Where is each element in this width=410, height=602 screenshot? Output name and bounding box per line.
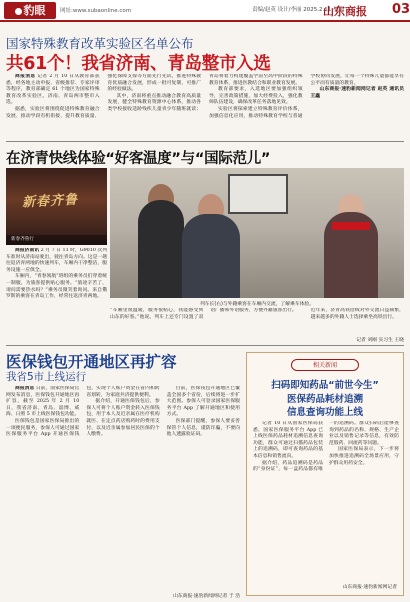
article2-paragraph: 车厢内，“青春领航”班组的乘务员们穿着统一制服，为旅客提供贴心服务。“旅途辛苦了，请问需要热水吗？”乘务员微笑着询问。来自俄罗斯的乘客在青岛工作，经常往返济青两地。 (6, 274, 107, 300)
site-url: 网址:www.subaonline.com (60, 8, 132, 14)
divider (6, 141, 404, 142)
person-figure (182, 214, 240, 298)
article1-body (6, 74, 404, 140)
divider (6, 345, 404, 346)
paper-name: 山东商报 (323, 5, 367, 18)
sidebar-headline-line1: 扫码即知药品“前世今生” (271, 380, 379, 391)
article3-body (6, 386, 240, 594)
article2-signature: 记者 刘刚 实习生 王晓 (356, 338, 404, 343)
page-number: 03 (392, 2, 410, 17)
related-news-box (246, 352, 404, 596)
article2-body-left (6, 248, 107, 332)
uniform-scarf (332, 222, 370, 230)
sidebar-body (253, 421, 399, 581)
article3-paragraph: 医保钱包是国家医保局推出的一项便民服务，参保人可通过国家医保服务平台 App 开通医保钱包，实现个人账户资金在省内和跨省划转，为家庭共济提供便利。 (6, 386, 160, 438)
article1-paragraph: 据悉，实验区将围绕促进特殊教育融合发展、推动学段有机衔接、提升教育质量、强化保障支撑等方面先行先试，推进特殊教育优质融合发展，形成一批可复制、可推广的经验做法。 (6, 74, 201, 119)
article1-byline: 山东商报·速豹新闻网记者 赵英 通讯员 王鑫 (310, 87, 404, 99)
masthead (0, 0, 410, 22)
article1-paragraph: 实验区将探索建立特殊教育评价体系，加强信息化应用，推动特殊教育学校与普通学校协同发展，让每一个特殊儿童都能享有公平而有质量的教育。 (209, 74, 404, 119)
related-news-tag: 相关新闻 (291, 359, 359, 371)
article1-paragraph: 教育部要求，入选地区要加强组织领导，完善政策措施，加大经费投入，强化教师队伍建设，确保改革任务落地见效。 (209, 87, 303, 106)
brand-logo (4, 2, 56, 19)
photo-banner: 新春齐鲁 (21, 192, 79, 211)
article3-paragraph: 商报消息 日前，国家医保局官网发布消息，医保钱包开通地区再扩容，截至 2025 年 2 月 10 日，我省济南、青岛、淄博、威海、日照 5 市上线医保钱包功能。 (6, 386, 80, 418)
sidebar-paragraph: 记者 10 日从国家医保局获悉，国家医保服务平台 App 已上线医保药品耗材追溯信息查询功能，群众可通过扫描药品包装上的追溯码，即可查询药品的基本信息和销售流向。 (253, 421, 323, 459)
article2-paragraph: 近年来，济青高铁沿线对外交流日益频繁，越来越多的外籍人士选择乘坐高铁出行。 (310, 308, 404, 320)
article3-signature: 山东商报·速豹新闻网记者 于 浩 (173, 594, 240, 599)
article3-subhead: 我省5市上线运行 (6, 371, 87, 383)
article3-paragraph: 据介绍，开通医保钱包后，参保人可将个人账户资金转入医保钱包，用于本人及近亲属在医疗机构就医、在定点药店购药时的费用支付，以及近亲属参加居民医保的个人缴费。 (86, 399, 160, 438)
article2-paragraph: 商报济南讯 2 月 7 日 11 时，G9010 次列车准时从济南站驶出，驶往青岛方向。这是一趟往返济青两地的快速列车，车厢内干净整洁，服务设施一应俱全。 (6, 248, 107, 273)
sidebar-headline-line2: 医保药品耗材追溯 (286, 394, 363, 405)
article2-photo-main (110, 168, 404, 298)
sidebar-headline-line3: 信息查询功能上线 (286, 407, 363, 418)
lead-tag: 商报济南讯 (15, 248, 40, 253)
article2-photo-small (6, 168, 107, 245)
article3-paragraph: 医保部门提醒，参保人要妥善保管个人信息，谨防诈骗，不要向他人透露验证码。 (166, 418, 240, 438)
brand-label: 豹眼 (23, 4, 46, 17)
article2-body-right (110, 308, 404, 336)
sidebar-signature: 山东商报·速豹新闻网记者 (342, 585, 397, 590)
article3-paragraph: 目前，医保钱包开通地区已覆盖全国多个省份，后续将进一步扩大范围。参保人可登录国家医保服务平台 App 了解开通地区和使用方式。 (166, 386, 240, 418)
eye-icon (15, 8, 22, 15)
article1-kicker: 国家特殊教育改革实验区名单公布 (6, 36, 194, 51)
sidebar-paragraph: 国家医保局表示，下一步将加快推进追溯码全场景应用，守护群众用药安全。 (329, 447, 399, 466)
article1-headline: 共61个！我省济南、青岛整市入选 (6, 54, 271, 74)
article2-photo-caption: 列车长(右)与外籍乘客在车厢内交流，了解乘车体验。 (199, 302, 315, 307)
article2-paragraph: “车厢里很温暖，服务很贴心，我能感受到山东的好客。”他说。列车上还专门设置了双语广播和外语服务，方便外籍旅客出行。 (110, 308, 297, 320)
article1-paragraph: 其中，济南将重点推动融合教育高质量发展，健全特殊教育资源中心体系，推动各类学校接收适龄残疾儿童青少年随班就读；青岛将着力构建覆盖学前至高中阶段的特殊教育体系，推进医教结合和职业教育发展。 (107, 74, 303, 112)
article3-headline: 医保钱包开通地区再扩容 (6, 353, 177, 371)
train-window (228, 174, 288, 214)
person-figure (138, 200, 184, 298)
photo-small-caption: 新春齐鲁行 (6, 235, 107, 245)
issue-meta: 责编/赵英 设计/李丽 2025.2.11 星期二 (252, 7, 350, 13)
article2-headline: 在济青快线体验“好客温度”与“国际范儿” (6, 151, 271, 167)
article1-paragraph: 商报消息 记者 2 月 10 日从教育部获悉，经各地主动申报、省级推荐、专家评审等程序，教育部确定 61 个地区为国家特殊教育改革实验区。济南、青岛两市整市入选。 (6, 74, 100, 106)
lead-tag: 商报消息 (15, 386, 35, 391)
lead-tag: 商报消息 (15, 74, 36, 79)
sidebar-paragraph: 据介绍，药品追溯码是药品的“身份证”，每一盒药品都有唯一的追溯码。群众扫码后能够查询到药品的名称、规格、生产企业以及销售记录等信息，有效防范假药、回流药等问题。 (253, 421, 399, 473)
